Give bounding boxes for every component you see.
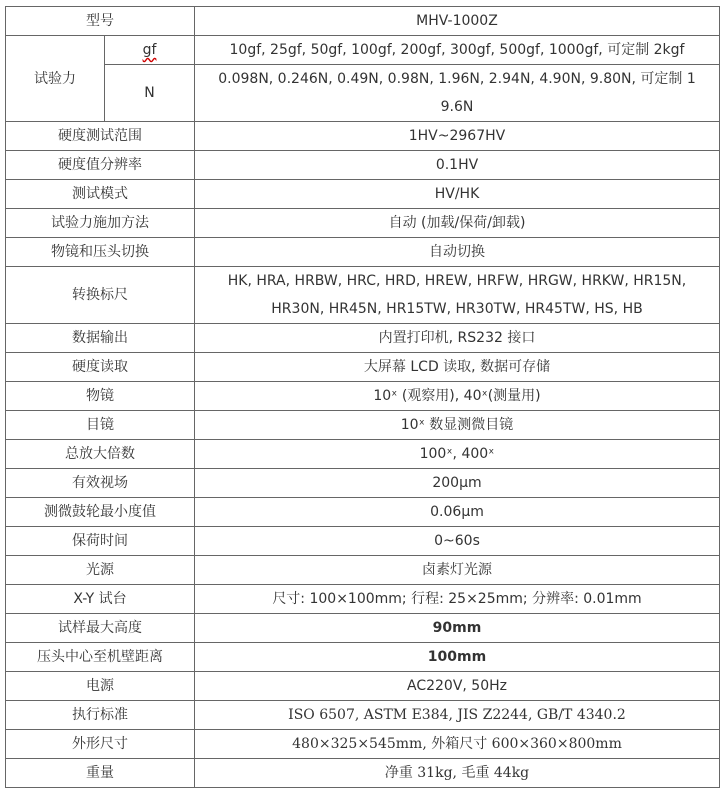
spec-table: [5, 6, 720, 788]
row-label: X-Y 试台: [6, 585, 195, 614]
row-label: 试验力施加方法: [6, 209, 195, 238]
row-value: [195, 267, 720, 324]
row-value: 10ˣ (观察用), 40ˣ(测量用): [195, 382, 720, 411]
row-value: 10ˣ 数显测微目镜: [195, 411, 720, 440]
table-row: [6, 498, 720, 527]
table-row: [6, 701, 720, 730]
row-label: 光源: [6, 556, 195, 585]
row-value: 480×325×545mm, 外箱尺寸 600×360×800mm: [195, 730, 720, 759]
table-row: [6, 672, 720, 701]
row-label: 型号: [6, 7, 195, 36]
row-value: MHV-1000Z: [195, 7, 720, 36]
row-value: HV/HK: [195, 180, 720, 209]
table-row: [6, 556, 720, 585]
row-label: 物镜和压头切换: [6, 238, 195, 267]
row-label: 压头中心至机壁距离: [6, 643, 195, 672]
row-label: 测微鼓轮最小度值: [6, 498, 195, 527]
table-row: [6, 382, 720, 411]
value-line: HR30N, HR45N, HR15TW, HR30TW, HR45TW, HS, HB: [271, 301, 643, 317]
row-label: 硬度测试范围: [6, 122, 195, 151]
row-label: 试验力: [6, 36, 105, 122]
row-label: 试样最大高度: [6, 614, 195, 643]
table-row: [6, 440, 720, 469]
table-row: [6, 527, 720, 556]
row-value: 大屏幕 LCD 读取, 数据可存储: [195, 353, 720, 382]
row-value: 净重 31kg, 毛重 44kg: [195, 759, 720, 788]
table-row: [6, 180, 720, 209]
row-value: 10gf, 25gf, 50gf, 100gf, 200gf, 300gf, 500gf, 1000gf, 可定制 2kgf: [195, 36, 720, 65]
row-value: [195, 65, 720, 122]
table-row: [6, 65, 720, 122]
table-row: [6, 122, 720, 151]
row-label: 数据输出: [6, 324, 195, 353]
row-label: 硬度值分辨率: [6, 151, 195, 180]
table-row: [6, 324, 720, 353]
value-line: 0.098N, 0.246N, 0.49N, 0.98N, 1.96N, 2.94N, 4.90N, 9.80N, 可定制 1: [218, 71, 696, 87]
table-row: [6, 267, 720, 324]
table-row: [6, 469, 720, 498]
row-label: 总放大倍数: [6, 440, 195, 469]
row-value: 0.1HV: [195, 151, 720, 180]
row-value: 200μm: [195, 469, 720, 498]
row-value: 0~60s: [195, 527, 720, 556]
table-row: [6, 585, 720, 614]
row-value: ISO 6507, ASTM E384, JIS Z2244, GB/T 4340.2: [195, 701, 720, 730]
table-row: [6, 238, 720, 267]
row-label: 电源: [6, 672, 195, 701]
row-label: 目镜: [6, 411, 195, 440]
row-label: 测试模式: [6, 180, 195, 209]
table-row: [6, 759, 720, 788]
row-sublabel: gf: [105, 36, 195, 65]
row-value: 90mm: [195, 614, 720, 643]
row-label: 有效视场: [6, 469, 195, 498]
table-row: [6, 353, 720, 382]
row-value: 100mm: [195, 643, 720, 672]
row-label: 物镜: [6, 382, 195, 411]
row-value: 尺寸: 100×100mm; 行程: 25×25mm; 分辨率: 0.01mm: [195, 585, 720, 614]
row-value: 1HV~2967HV: [195, 122, 720, 151]
row-sublabel: N: [105, 65, 195, 122]
row-label: 执行标准: [6, 701, 195, 730]
row-label: 硬度读取: [6, 353, 195, 382]
table-row: [6, 643, 720, 672]
row-label: 重量: [6, 759, 195, 788]
row-label: 转换标尺: [6, 267, 195, 324]
row-value: 自动切换: [195, 238, 720, 267]
row-label: 保荷时间: [6, 527, 195, 556]
table-row: [6, 7, 720, 36]
table-row: [6, 730, 720, 759]
row-value: AC220V, 50Hz: [195, 672, 720, 701]
row-label: 外形尺寸: [6, 730, 195, 759]
table-row: [6, 151, 720, 180]
row-value: 内置打印机, RS232 接口: [195, 324, 720, 353]
value-line: HK, HRA, HRBW, HRC, HRD, HREW, HRFW, HRGW, HRKW, HR15N,: [227, 273, 687, 289]
value-line: 9.6N: [440, 99, 474, 115]
row-value: 0.06μm: [195, 498, 720, 527]
table-row: [6, 614, 720, 643]
table-row: [6, 411, 720, 440]
row-value: 自动 (加载/保荷/卸载): [195, 209, 720, 238]
table-row: [6, 36, 720, 65]
row-value: 卤素灯光源: [195, 556, 720, 585]
table-row: [6, 209, 720, 238]
row-value: 100ˣ, 400ˣ: [195, 440, 720, 469]
